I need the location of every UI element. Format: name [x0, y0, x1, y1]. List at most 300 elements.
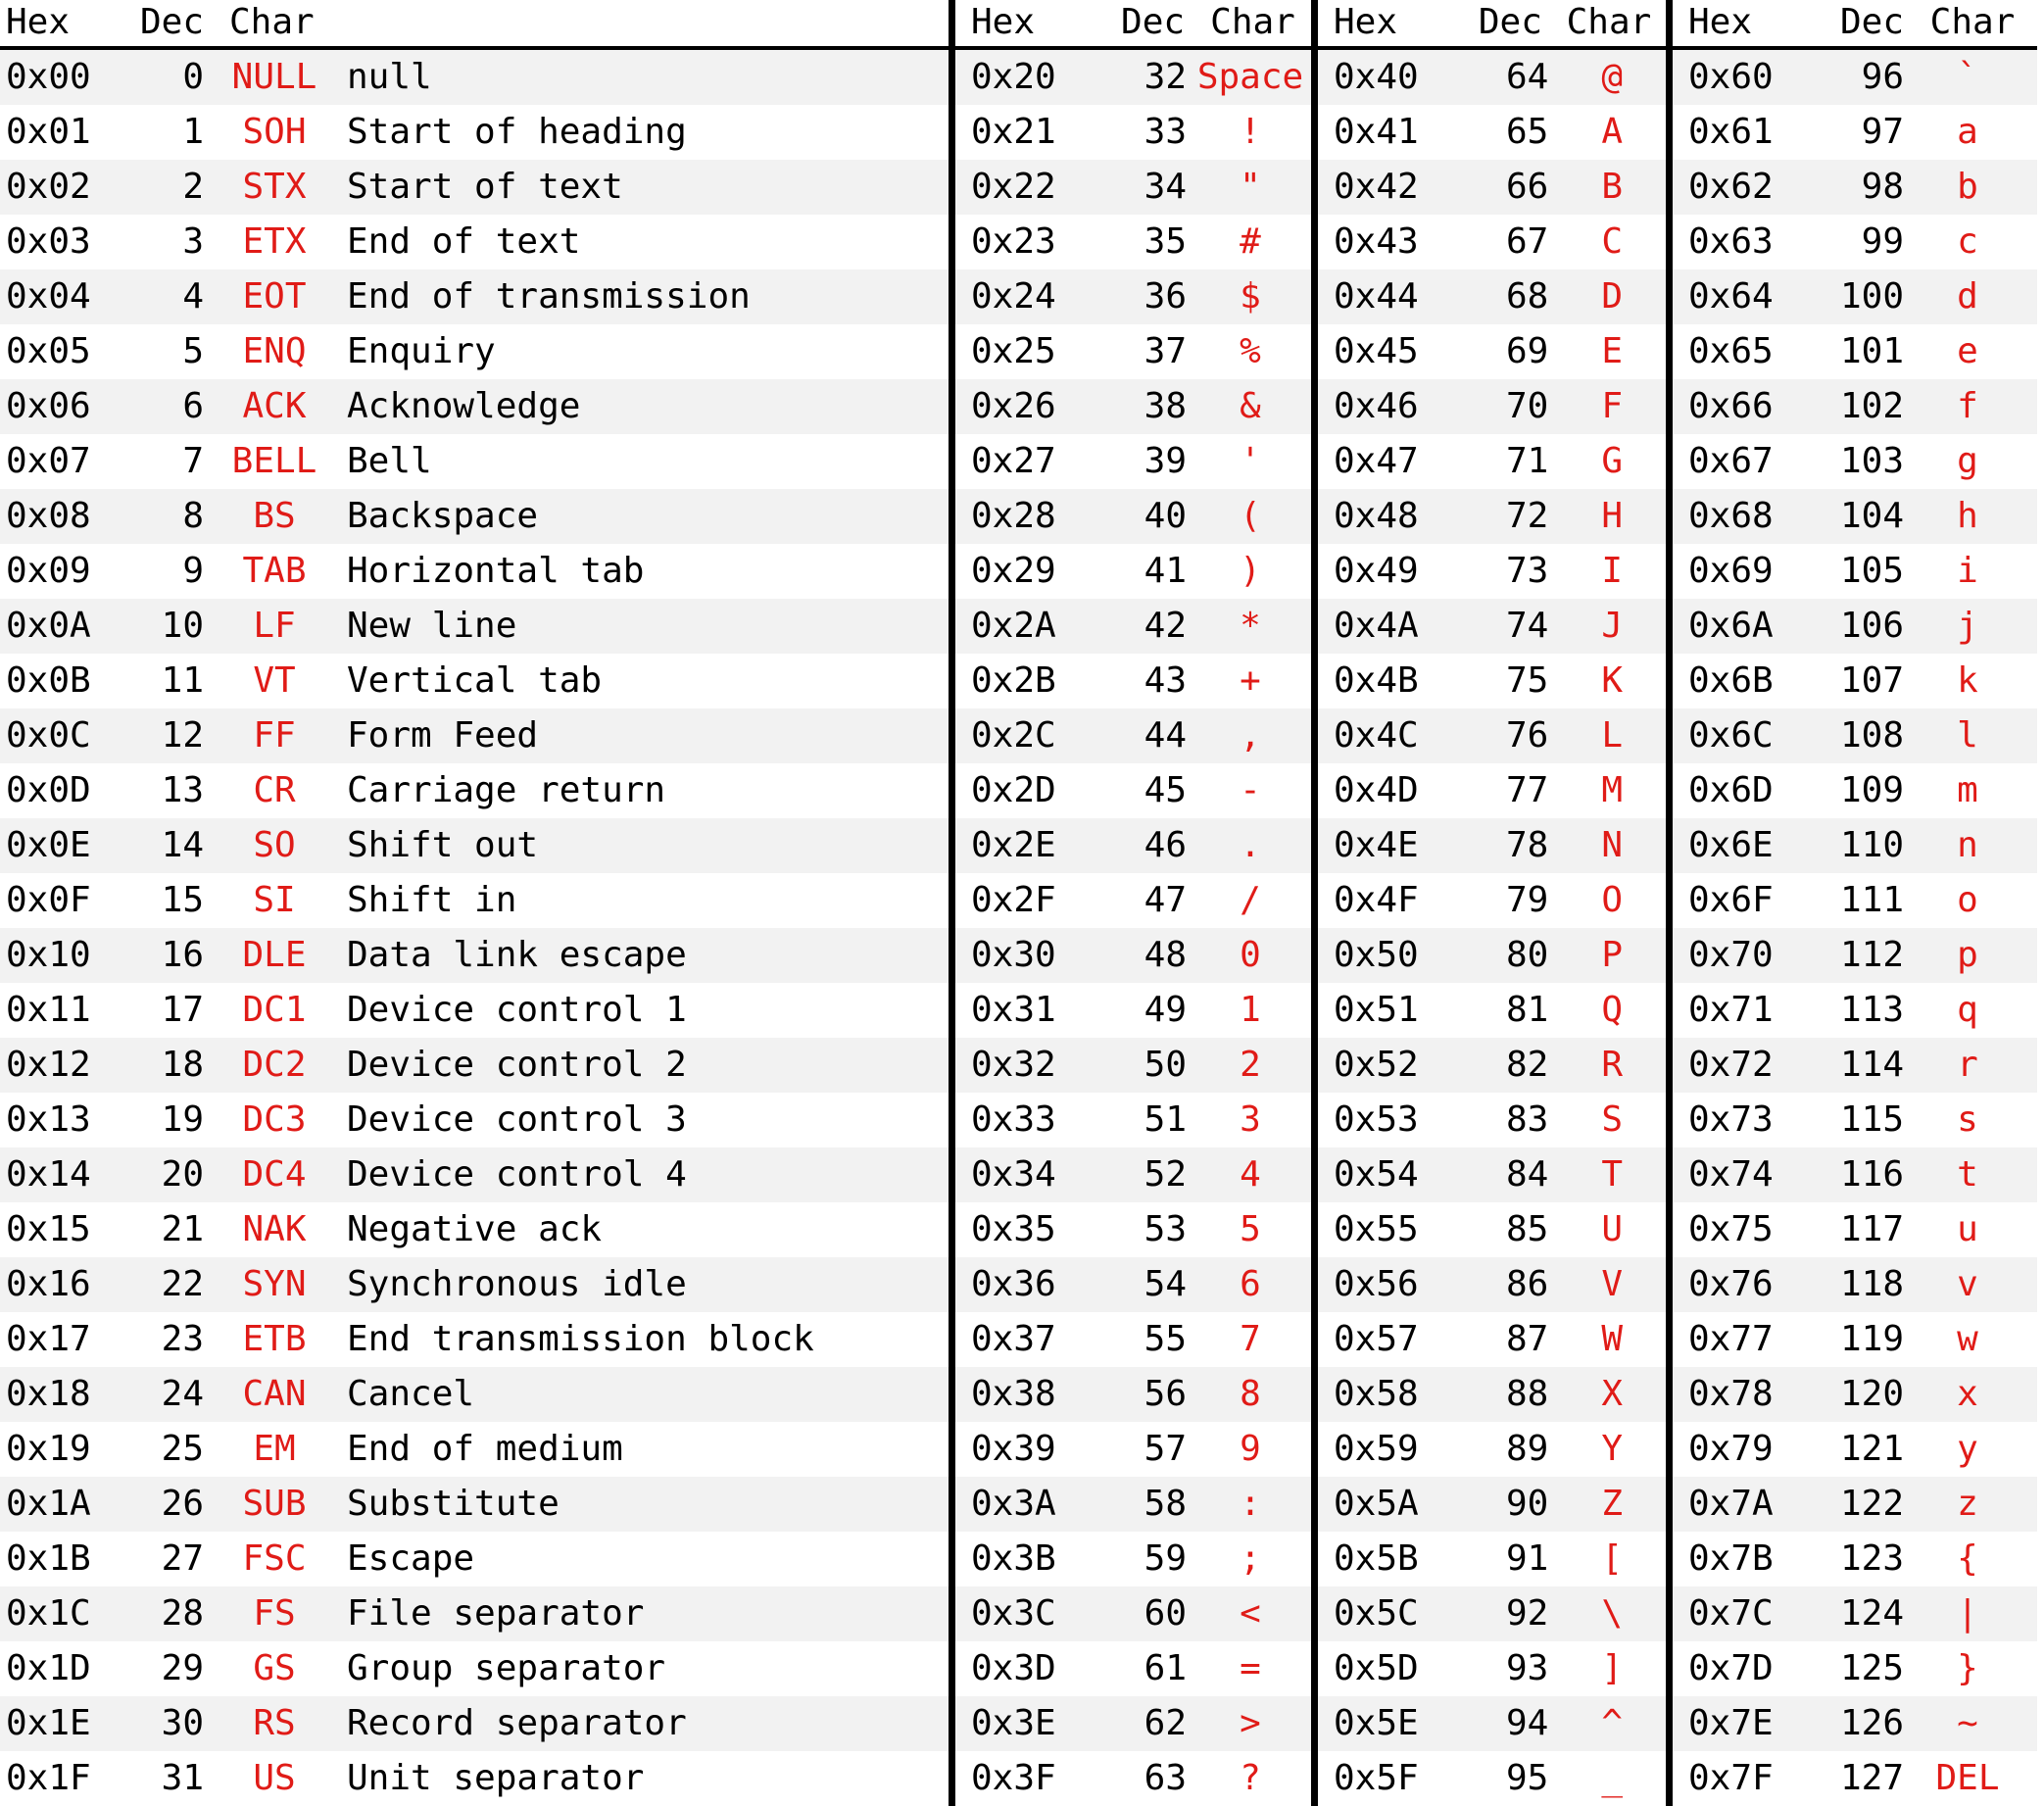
table-row — [1673, 1147, 2037, 1202]
cell-dec: 97 — [1861, 112, 1904, 152]
cell-hex: 0x5F — [1334, 1758, 1419, 1798]
cell-char: DEL — [1935, 1758, 2000, 1798]
cell-char: \ — [1601, 1593, 1623, 1634]
cell-hex: 0x3E — [971, 1703, 1056, 1743]
cell-char: g — [1957, 441, 1978, 481]
cell-char: u — [1957, 1209, 1978, 1249]
cell-hex: 0x70 — [1688, 935, 1774, 975]
cell-dec: 70 — [1505, 386, 1549, 426]
cell-char: > — [1240, 1703, 1261, 1743]
table-row — [955, 50, 1311, 105]
table-row — [0, 379, 949, 434]
cell-dec: 60 — [1144, 1593, 1187, 1634]
cell-hex: 0x3D — [971, 1648, 1056, 1688]
cell-char: y — [1957, 1429, 1978, 1469]
cell-dec: 96 — [1861, 57, 1904, 97]
cell-hex: 0x6B — [1688, 660, 1774, 701]
cell-char: ~ — [1957, 1703, 1978, 1743]
table-row — [1318, 160, 1666, 215]
table-row — [1318, 983, 1666, 1038]
cell-hex: 0x75 — [1688, 1209, 1774, 1249]
cell-char: I — [1601, 551, 1623, 591]
cell-hex: 0x41 — [1334, 112, 1419, 152]
table-row — [0, 763, 949, 818]
cell-char: 0 — [1240, 935, 1261, 975]
cell-dec: 4 — [182, 276, 204, 317]
cell-char: m — [1957, 770, 1978, 810]
cell-dec: 83 — [1505, 1099, 1549, 1140]
cell-hex: 0x2F — [971, 880, 1056, 920]
cell-dec: 122 — [1839, 1484, 1904, 1524]
cell-char: } — [1957, 1648, 1978, 1688]
cell-description: End of transmission — [347, 276, 751, 317]
cell-dec: 48 — [1144, 935, 1187, 975]
cell-hex: 0x44 — [1334, 276, 1419, 317]
cell-hex: 0x71 — [1688, 990, 1774, 1030]
table-row — [1673, 544, 2037, 599]
table-row — [0, 599, 949, 654]
cell-dec: 47 — [1144, 880, 1187, 920]
cell-dec: 24 — [161, 1374, 204, 1414]
cell-hex: 0x4A — [1334, 606, 1419, 646]
table-row — [1673, 1477, 2037, 1532]
cell-char: w — [1957, 1319, 1978, 1359]
table-row — [1318, 434, 1666, 489]
cell-hex: 0x60 — [1688, 57, 1774, 97]
cell-hex: 0x0D — [6, 770, 91, 810]
cell-hex: 0x21 — [971, 112, 1056, 152]
cell-dec: 101 — [1839, 331, 1904, 371]
table-row — [0, 324, 949, 379]
table-row — [1318, 1202, 1666, 1257]
cell-dec: 81 — [1505, 990, 1549, 1030]
cell-char: r — [1957, 1045, 1978, 1085]
table-row — [955, 1751, 1311, 1806]
cell-hex: 0x2C — [971, 715, 1056, 756]
table-row — [1318, 324, 1666, 379]
cell-hex: 0x38 — [971, 1374, 1056, 1414]
cell-dec: 123 — [1839, 1538, 1904, 1579]
cell-hex: 0x29 — [971, 551, 1056, 591]
cell-hex: 0x6F — [1688, 880, 1774, 920]
cell-hex: 0x49 — [1334, 551, 1419, 591]
cell-hex: 0x7C — [1688, 1593, 1774, 1634]
table-row — [955, 1257, 1311, 1312]
cell-hex: 0x1E — [6, 1703, 91, 1743]
cell-dec: 46 — [1144, 825, 1187, 865]
cell-abbr: ACK — [242, 386, 307, 426]
cell-dec: 80 — [1505, 935, 1549, 975]
table-row — [1673, 379, 2037, 434]
cell-dec: 115 — [1839, 1099, 1904, 1140]
cell-abbr: EOT — [242, 276, 307, 317]
cell-description: Negative ack — [347, 1209, 603, 1249]
cell-description: New line — [347, 606, 517, 646]
cell-char: S — [1601, 1099, 1623, 1140]
cell-hex: 0x02 — [6, 167, 91, 207]
cell-char: G — [1601, 441, 1623, 481]
cell-hex: 0x14 — [6, 1154, 91, 1195]
table-row — [955, 1477, 1311, 1532]
cell-description: Device control 4 — [347, 1154, 687, 1195]
table-row — [1318, 1422, 1666, 1477]
cell-hex: 0x50 — [1334, 935, 1419, 975]
cell-char: 1 — [1240, 990, 1261, 1030]
table-row — [955, 269, 1311, 324]
cell-hex: 0x1F — [6, 1758, 91, 1798]
cell-char: Q — [1601, 990, 1623, 1030]
cell-dec: 50 — [1144, 1045, 1187, 1085]
cell-hex: 0x3B — [971, 1538, 1056, 1579]
cell-dec: 75 — [1505, 660, 1549, 701]
cell-abbr: SUB — [242, 1484, 307, 1524]
cell-dec: 93 — [1505, 1648, 1549, 1688]
cell-hex: 0x18 — [6, 1374, 91, 1414]
cell-char: 4 — [1240, 1154, 1261, 1195]
cell-hex: 0x1B — [6, 1538, 91, 1579]
cell-hex: 0x4C — [1334, 715, 1419, 756]
column-header-hex: Hex — [1334, 2, 1398, 42]
table-row — [1318, 215, 1666, 269]
cell-hex: 0x07 — [6, 441, 91, 481]
table-row — [1673, 1257, 2037, 1312]
cell-hex: 0x31 — [971, 990, 1056, 1030]
table-row — [1673, 1532, 2037, 1586]
cell-hex: 0x74 — [1688, 1154, 1774, 1195]
table-row — [1673, 928, 2037, 983]
cell-char: + — [1240, 660, 1261, 701]
table-row — [955, 763, 1311, 818]
cell-char: P — [1601, 935, 1623, 975]
cell-dec: 44 — [1144, 715, 1187, 756]
table-row — [0, 1038, 949, 1093]
table-row — [1318, 269, 1666, 324]
cell-dec: 121 — [1839, 1429, 1904, 1469]
table-row — [1318, 654, 1666, 708]
cell-dec: 99 — [1861, 221, 1904, 262]
cell-dec: 120 — [1839, 1374, 1904, 1414]
cell-abbr: SOH — [242, 112, 307, 152]
cell-hex: 0x32 — [971, 1045, 1056, 1085]
cell-dec: 30 — [161, 1703, 204, 1743]
cell-hex: 0x2D — [971, 770, 1056, 810]
cell-description: Enquiry — [347, 331, 496, 371]
column-header-row — [0, 0, 949, 50]
cell-description: Horizontal tab — [347, 551, 645, 591]
cell-char: 6 — [1240, 1264, 1261, 1304]
cell-dec: 74 — [1505, 606, 1549, 646]
cell-abbr: DC4 — [242, 1154, 307, 1195]
cell-description: End of medium — [347, 1429, 623, 1469]
table-row — [955, 983, 1311, 1038]
cell-dec: 28 — [161, 1593, 204, 1634]
cell-hex: 0x6A — [1688, 606, 1774, 646]
cell-abbr: SYN — [242, 1264, 307, 1304]
table-row — [1673, 654, 2037, 708]
cell-abbr: DC3 — [242, 1099, 307, 1140]
cell-dec: 32 — [1144, 57, 1187, 97]
table-row — [1673, 1422, 2037, 1477]
cell-hex: 0x54 — [1334, 1154, 1419, 1195]
cell-char: E — [1601, 331, 1623, 371]
table-row — [0, 654, 949, 708]
cell-hex: 0x16 — [6, 1264, 91, 1304]
table-row — [0, 269, 949, 324]
cell-dec: 108 — [1839, 715, 1904, 756]
cell-dec: 11 — [161, 660, 204, 701]
cell-char: o — [1957, 880, 1978, 920]
table-row — [955, 434, 1311, 489]
cell-abbr: NAK — [242, 1209, 307, 1249]
cell-dec: 113 — [1839, 990, 1904, 1030]
cell-dec: 94 — [1505, 1703, 1549, 1743]
cell-hex: 0x15 — [6, 1209, 91, 1249]
cell-dec: 87 — [1505, 1319, 1549, 1359]
cell-char: 2 — [1240, 1045, 1261, 1085]
cell-char: L — [1601, 715, 1623, 756]
cell-dec: 100 — [1839, 276, 1904, 317]
cell-hex: 0x05 — [6, 331, 91, 371]
table-row — [1673, 708, 2037, 763]
cell-abbr: CR — [253, 770, 296, 810]
cell-description: Acknowledge — [347, 386, 581, 426]
table-row — [955, 1641, 1311, 1696]
cell-char: B — [1601, 167, 1623, 207]
cell-hex: 0x76 — [1688, 1264, 1774, 1304]
cell-description: Record separator — [347, 1703, 687, 1743]
cell-char: V — [1601, 1264, 1623, 1304]
cell-hex: 0x03 — [6, 221, 91, 262]
cell-hex: 0x7D — [1688, 1648, 1774, 1688]
cell-char: 5 — [1240, 1209, 1261, 1249]
cell-hex: 0x6E — [1688, 825, 1774, 865]
cell-hex: 0x55 — [1334, 1209, 1419, 1249]
cell-hex: 0x42 — [1334, 167, 1419, 207]
cell-dec: 65 — [1505, 112, 1549, 152]
cell-hex: 0x4F — [1334, 880, 1419, 920]
ascii-block-punctuation — [949, 0, 1311, 1806]
cell-dec: 114 — [1839, 1045, 1904, 1085]
cell-dec: 34 — [1144, 167, 1187, 207]
cell-abbr: TAB — [242, 551, 307, 591]
cell-char: v — [1957, 1264, 1978, 1304]
cell-char: U — [1601, 1209, 1623, 1249]
cell-hex: 0x63 — [1688, 221, 1774, 262]
cell-description: Synchronous idle — [347, 1264, 687, 1304]
cell-char: " — [1240, 167, 1261, 207]
cell-hex: 0x0A — [6, 606, 91, 646]
table-row — [1673, 818, 2037, 873]
ascii-block-lowercase — [1666, 0, 2037, 1806]
cell-char: h — [1957, 496, 1978, 536]
cell-hex: 0x26 — [971, 386, 1056, 426]
cell-description: Device control 1 — [347, 990, 687, 1030]
cell-abbr: FSC — [242, 1538, 307, 1579]
cell-abbr: RS — [253, 1703, 296, 1743]
cell-dec: 71 — [1505, 441, 1549, 481]
cell-dec: 49 — [1144, 990, 1187, 1030]
cell-char: ; — [1240, 1538, 1261, 1579]
cell-dec: 13 — [161, 770, 204, 810]
table-row — [0, 50, 949, 105]
cell-dec: 18 — [161, 1045, 204, 1085]
cell-char: ` — [1957, 57, 1978, 97]
cell-dec: 1 — [182, 112, 204, 152]
column-header-char: Char — [1210, 2, 1295, 42]
cell-hex: 0x13 — [6, 1099, 91, 1140]
cell-char: p — [1957, 935, 1978, 975]
cell-dec: 110 — [1839, 825, 1904, 865]
cell-hex: 0x65 — [1688, 331, 1774, 371]
cell-dec: 51 — [1144, 1099, 1187, 1140]
lowercase-rows — [1673, 50, 2037, 1806]
cell-hex: 0x62 — [1688, 167, 1774, 207]
table-row — [0, 1312, 949, 1367]
cell-hex: 0x2B — [971, 660, 1056, 701]
cell-hex: 0x69 — [1688, 551, 1774, 591]
cell-hex: 0x78 — [1688, 1374, 1774, 1414]
cell-char: z — [1957, 1484, 1978, 1524]
cell-hex: 0x10 — [6, 935, 91, 975]
cell-dec: 92 — [1505, 1593, 1549, 1634]
cell-dec: 105 — [1839, 551, 1904, 591]
table-row — [1318, 379, 1666, 434]
table-row — [1318, 105, 1666, 160]
cell-char: 3 — [1240, 1099, 1261, 1140]
table-row — [1673, 489, 2037, 544]
column-header-row — [1318, 0, 1666, 50]
table-row — [1673, 983, 2037, 1038]
cell-char: , — [1240, 715, 1261, 756]
cell-abbr: DLE — [242, 935, 307, 975]
cell-hex: 0x58 — [1334, 1374, 1419, 1414]
cell-hex: 0x52 — [1334, 1045, 1419, 1085]
table-row — [0, 1586, 949, 1641]
cell-abbr: US — [253, 1758, 296, 1798]
cell-abbr: LF — [253, 606, 296, 646]
cell-hex: 0x25 — [971, 331, 1056, 371]
table-row — [955, 1532, 1311, 1586]
cell-dec: 85 — [1505, 1209, 1549, 1249]
cell-dec: 33 — [1144, 112, 1187, 152]
cell-char: / — [1240, 880, 1261, 920]
cell-char: j — [1957, 606, 1978, 646]
table-row — [955, 1422, 1311, 1477]
table-row — [1318, 1312, 1666, 1367]
cell-abbr: STX — [242, 167, 307, 207]
cell-char: D — [1601, 276, 1623, 317]
cell-hex: 0x4D — [1334, 770, 1419, 810]
cell-dec: 42 — [1144, 606, 1187, 646]
cell-dec: 5 — [182, 331, 204, 371]
table-row — [1673, 215, 2037, 269]
cell-dec: 26 — [161, 1484, 204, 1524]
cell-char: k — [1957, 660, 1978, 701]
table-row — [1673, 1038, 2037, 1093]
cell-dec: 43 — [1144, 660, 1187, 701]
cell-char: f — [1957, 386, 1978, 426]
table-row — [0, 818, 949, 873]
cell-hex: 0x0C — [6, 715, 91, 756]
cell-hex: 0x45 — [1334, 331, 1419, 371]
cell-description: Carriage return — [347, 770, 666, 810]
cell-description: Shift out — [347, 825, 539, 865]
cell-dec: 64 — [1505, 57, 1549, 97]
cell-hex: 0x22 — [971, 167, 1056, 207]
cell-char: { — [1957, 1538, 1978, 1579]
cell-char: ( — [1240, 496, 1261, 536]
cell-dec: 112 — [1839, 935, 1904, 975]
cell-dec: 55 — [1144, 1319, 1187, 1359]
cell-dec: 72 — [1505, 496, 1549, 536]
table-row — [1673, 763, 2037, 818]
cell-hex: 0x6D — [1688, 770, 1774, 810]
cell-char: N — [1601, 825, 1623, 865]
cell-hex: 0x00 — [6, 57, 91, 97]
table-row — [1318, 1751, 1666, 1806]
cell-hex: 0x48 — [1334, 496, 1419, 536]
cell-dec: 12 — [161, 715, 204, 756]
cell-char: t — [1957, 1154, 1978, 1195]
cell-char: q — [1957, 990, 1978, 1030]
cell-hex: 0x17 — [6, 1319, 91, 1359]
cell-hex: 0x7E — [1688, 1703, 1774, 1743]
cell-hex: 0x5B — [1334, 1538, 1419, 1579]
cell-char: K — [1601, 660, 1623, 701]
cell-hex: 0x5A — [1334, 1484, 1419, 1524]
cell-char: X — [1601, 1374, 1623, 1414]
cell-dec: 56 — [1144, 1374, 1187, 1414]
cell-dec: 29 — [161, 1648, 204, 1688]
cell-char: $ — [1240, 276, 1261, 317]
cell-char: [ — [1601, 1538, 1623, 1579]
cell-dec: 86 — [1505, 1264, 1549, 1304]
cell-char: ? — [1240, 1758, 1261, 1798]
cell-char: 8 — [1240, 1374, 1261, 1414]
cell-dec: 58 — [1144, 1484, 1187, 1524]
cell-hex: 0x20 — [971, 57, 1056, 97]
cell-char: O — [1601, 880, 1623, 920]
cell-dec: 41 — [1144, 551, 1187, 591]
cell-dec: 57 — [1144, 1429, 1187, 1469]
cell-hex: 0x4B — [1334, 660, 1419, 701]
table-row — [955, 1202, 1311, 1257]
cell-dec: 95 — [1505, 1758, 1549, 1798]
column-header-dec: Dec — [1839, 2, 1904, 42]
cell-char: i — [1957, 551, 1978, 591]
table-row — [1673, 160, 2037, 215]
table-row — [1673, 105, 2037, 160]
cell-dec: 125 — [1839, 1648, 1904, 1688]
cell-dec: 111 — [1839, 880, 1904, 920]
cell-abbr: CAN — [242, 1374, 307, 1414]
table-row — [0, 544, 949, 599]
table-row — [955, 873, 1311, 928]
cell-dec: 10 — [161, 606, 204, 646]
column-header-hex: Hex — [1688, 2, 1753, 42]
column-header-row — [1673, 0, 2037, 50]
cell-hex: 0x06 — [6, 386, 91, 426]
cell-dec: 90 — [1505, 1484, 1549, 1524]
table-row — [1318, 1038, 1666, 1093]
cell-dec: 119 — [1839, 1319, 1904, 1359]
cell-description: Escape — [347, 1538, 475, 1579]
table-row — [1318, 1532, 1666, 1586]
cell-dec: 67 — [1505, 221, 1549, 262]
cell-abbr: BS — [253, 496, 296, 536]
cell-abbr: FS — [253, 1593, 296, 1634]
cell-hex: 0x66 — [1688, 386, 1774, 426]
